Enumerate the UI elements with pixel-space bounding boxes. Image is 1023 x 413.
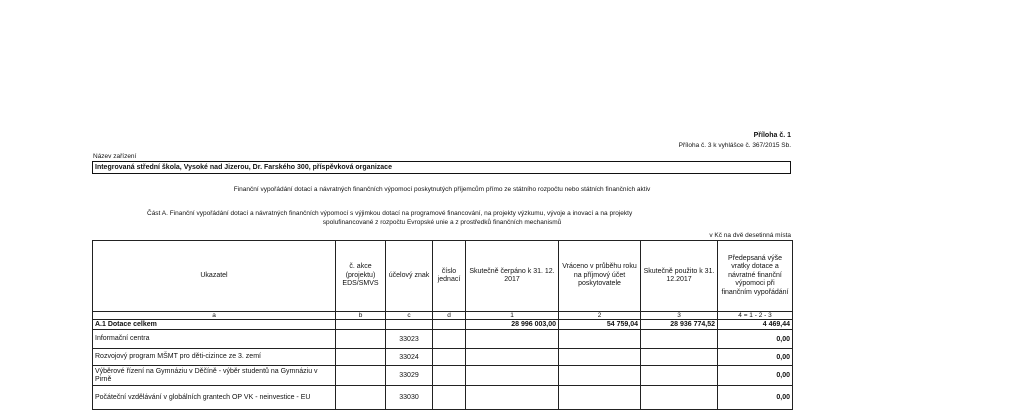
col-letter: b (336, 312, 386, 320)
total-row (93, 320, 793, 330)
col-letter: 4 = 1 - 2 - 3 (718, 312, 793, 320)
empty-cell (336, 349, 386, 366)
part-a-line1: Část A. Finanční vypořádání dotací a návratných finančních výpomocí s výjimkou dotací na programové financování, na projekty výzkumu, vývoje a inovací a na projekty (147, 210, 633, 217)
total-cerpano: 28 996 003,00 (466, 320, 559, 330)
empty-cell (641, 366, 718, 386)
empty-cell (559, 366, 641, 386)
empty-cell (386, 320, 433, 330)
units-note: v Kč na dvě desetinná místa (709, 232, 791, 239)
row-label: Informační centra (93, 330, 336, 349)
part-a-line2: spolufinancované z rozpočtu Evropské unie a z prostředků finančních mechanismů (322, 219, 562, 226)
empty-cell (433, 386, 466, 410)
empty-cell (466, 366, 559, 386)
column-letter-row (93, 312, 793, 320)
empty-cell (466, 386, 559, 410)
col-letter: 2 (559, 312, 641, 320)
row-code: 33029 (386, 366, 433, 386)
empty-cell (641, 349, 718, 366)
total-vratka: 4 469,44 (718, 320, 793, 330)
header-pouzito: Skutečně použito k 31. 12.2017 (641, 241, 718, 312)
row-code: 33023 (386, 330, 433, 349)
header-vratka: Předepsaná výše vratky dotace a návratné finanční výpomoci při finančním vypořádání (718, 241, 793, 312)
total-vraceno: 54 759,04 (559, 320, 641, 330)
appendix-subtitle: Příloha č. 3 k vyhlášce č. 367/2015 Sb. (678, 142, 791, 149)
table-row (93, 330, 793, 349)
row-vratka: 0,00 (718, 366, 793, 386)
org-name: Integrovaná střední škola, Vysoké nad Jizerou, Dr. Farského 300, příspěvková organizace (95, 163, 392, 171)
table-row (93, 366, 793, 386)
row-vratka: 0,00 (718, 386, 793, 410)
header-cerpano: Skutečně čerpáno k 31. 12. 2017 (466, 241, 559, 312)
header-akce: č. akce (projektu) EDS/SMVS (336, 241, 386, 312)
empty-cell (641, 330, 718, 349)
empty-cell (336, 386, 386, 410)
row-label: Výběrové řízení na Gymnáziu v Děčíně - výběr studentů na Gymnáziu v Pirně (93, 366, 336, 386)
row-code: 33030 (386, 386, 433, 410)
empty-cell (559, 349, 641, 366)
col-letter: 3 (641, 312, 718, 320)
col-letter: a (93, 312, 336, 320)
header-vraceno: Vráceno v průběhu roku na příjmový účet poskytovatele (559, 241, 641, 312)
empty-cell (433, 349, 466, 366)
empty-cell (433, 366, 466, 386)
header-ukazatel: Ukazatel (93, 241, 336, 312)
empty-cell (433, 330, 466, 349)
col-letter: d (433, 312, 466, 320)
row-vratka: 0,00 (718, 349, 793, 366)
header-ucelovy-znak: účelový znak (386, 241, 433, 312)
total-label: A.1 Dotace celkem (93, 320, 336, 330)
empty-cell (336, 320, 386, 330)
empty-cell (641, 386, 718, 410)
col-letter: c (386, 312, 433, 320)
empty-cell (336, 366, 386, 386)
empty-cell (559, 386, 641, 410)
report-heading: Finanční vypořádání dotací a návratných finančních výpomocí poskytnutých příjemcům přímo ze státního rozpočtu nebo státních finančních aktiv (233, 186, 651, 193)
empty-cell (336, 330, 386, 349)
row-label: Rozvojový program MŠMT pro děti-cizince ze 3. zemí (93, 349, 336, 366)
row-label: Počáteční vzdělávání v globálních grantech OP VK - neinvestice - EU (93, 386, 336, 410)
empty-cell (466, 330, 559, 349)
row-code: 33024 (386, 349, 433, 366)
table-row (93, 349, 793, 366)
total-pouzito: 28 936 774,52 (641, 320, 718, 330)
row-vratka: 0,00 (718, 330, 793, 349)
empty-cell (433, 320, 466, 330)
col-letter: 1 (466, 312, 559, 320)
empty-cell (559, 330, 641, 349)
table-row (93, 386, 793, 410)
empty-cell (466, 349, 559, 366)
settlement-table (92, 240, 793, 410)
header-row (93, 241, 793, 312)
header-cislo-jednaci: číslo jednací (433, 241, 466, 312)
org-name-box (92, 161, 791, 174)
appendix-title: Příloha č. 1 (753, 132, 791, 139)
org-label: Název zařízení (93, 153, 137, 160)
